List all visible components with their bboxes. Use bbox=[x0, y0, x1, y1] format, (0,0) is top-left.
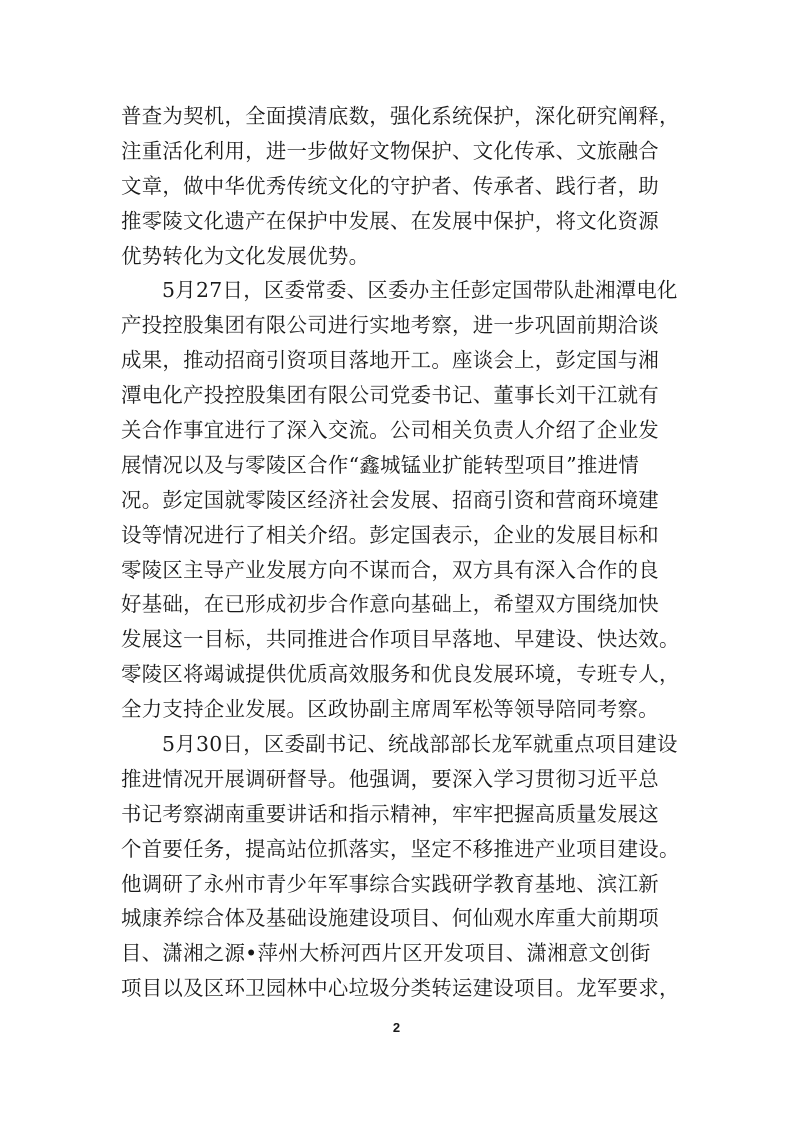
text-line: 况。彭定国就零陵区经济社会发展、招商引资和营商环境建 bbox=[121, 487, 659, 512]
text-line: 目、潇湘之源•萍州大桥河西片区开发项目、潇湘意文创街 bbox=[121, 941, 651, 966]
text-line: 推进情况开展调研督导。他强调，要深入学习贯彻习近平总 bbox=[121, 766, 659, 791]
text-line: 零陵区主导产业发展方向不谋而合，双方具有深入合作的良 bbox=[121, 557, 659, 582]
text-line: 他调研了永州市青少年军事综合实践研学教育基地、滨江新 bbox=[121, 871, 659, 896]
body-text bbox=[121, 99, 681, 1006]
text-line: 推零陵文化遗产在保护中发展、在发展中保护，将文化资源 bbox=[121, 208, 659, 233]
text-line: 设等情况进行了相关介绍。彭定国表示，企业的发展目标和 bbox=[121, 522, 659, 547]
text-line: 成果，推动招商引资项目落地开工。座谈会上，彭定国与湘 bbox=[121, 348, 659, 373]
text-line: 发展这一目标，共同推进合作项目早落地、早建设、快达效。 bbox=[121, 627, 680, 652]
text-line: 关合作事宜进行了深入交流。公司相关负责人介绍了企业发 bbox=[121, 418, 659, 443]
text-line: 全力支持企业发展。区政协副主席周军松等领导陪同考察。 bbox=[121, 697, 659, 722]
text-line: 城康养综合体及基础设施建设项目、何仙观水库重大前期项 bbox=[121, 906, 659, 931]
text-line: 好基础，在已形成初步合作意向基础上，希望双方围绕加快 bbox=[121, 592, 659, 617]
text-line: 个首要任务，提高站位抓落实，坚定不移推进产业项目建设。 bbox=[121, 836, 680, 861]
text-line: 项目以及区环卫园林中心垃圾分类转运建设项目。龙军要求， bbox=[121, 976, 680, 1001]
text-line: 注重活化利用，进一步做好文物保护、文化传承、文旅融合 bbox=[121, 138, 659, 163]
text-line: 优势转化为文化发展优势。 bbox=[121, 243, 370, 268]
text-line: 文章，做中华优秀传统文化的守护者、传承者、践行者，助 bbox=[121, 173, 659, 198]
text-line: 书记考察湖南重要讲话和指示精神，牢牢把握高质量发展这 bbox=[121, 801, 659, 826]
text-line: 零陵区将竭诚提供优质高效服务和优良发展环境，专班专人， bbox=[121, 662, 680, 687]
paragraph-start-line: 5月30日，区委副书记、统战部部长龙军就重点项目建设 bbox=[162, 732, 678, 757]
text-line: 展情况以及与零陵区合作“鑫城锰业扩能转型项目”推进情 bbox=[121, 452, 640, 477]
text-line: 产投控股集团有限公司进行实地考察，进一步巩固前期洽谈 bbox=[121, 313, 659, 338]
page-number: 2 bbox=[392, 1020, 401, 1035]
text-line: 潭电化产投控股集团有限公司党委书记、董事长刘干江就有 bbox=[121, 383, 659, 408]
text-line: 普查为契机，全面摸清底数，强化系统保护，深化研究阐释， bbox=[121, 104, 680, 128]
paragraph-start-line: 5月27日，区委常委、区委办主任彭定国带队赴湘潭电化 bbox=[162, 278, 678, 303]
